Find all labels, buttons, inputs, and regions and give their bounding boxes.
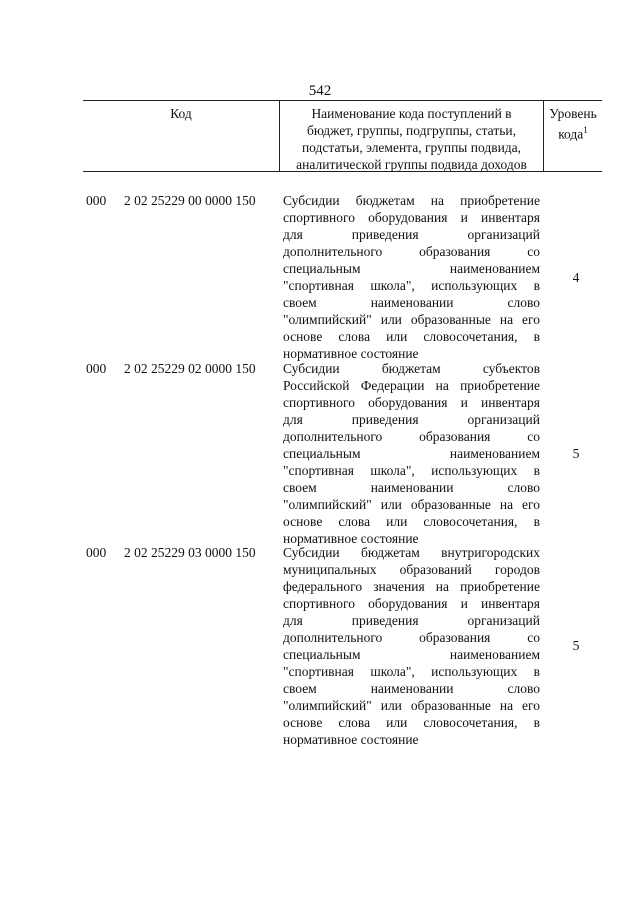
row-name-line: Субсидии бюджетам внутригородских [283,545,540,560]
header-level-text: кода [558,126,584,142]
header-level [544,101,602,171]
row-name-line: "олимпийский" или образованные на его [283,497,540,512]
row-name-line: для приведения организаций [283,613,540,628]
row-admin-code: 000 [86,193,107,208]
page-number: 542 [308,83,332,99]
row-name-line: основе слова или словосочетания, в [283,715,540,730]
row-admin-code: 000 [86,361,107,376]
row-name-line: своем наименовании слово [283,480,540,495]
row-name-line: для приведения организаций [283,227,540,242]
row-name-line: "олимпийский" или образованные на его [283,698,540,713]
header-code: Код [83,101,280,171]
row-name-line: дополнительного образования со [283,244,540,259]
header-level-line: Уровень [549,106,597,121]
table-header [83,100,602,172]
header-name-line: Наименование кода поступлений в [311,106,512,121]
row-level: 5 [572,638,580,653]
row-name-line: основе слова или словосочетания, в [283,514,540,529]
row-name-line: Субсидии бюджетам субъектов [283,361,540,376]
row-level: 4 [572,270,580,285]
row-name-line: дополнительного образования со [283,630,540,645]
row-name-line: "спортивная школа", использующих в [283,463,540,478]
row-name-line: специальным наименованием [283,647,540,662]
header-name [280,101,544,171]
row-name-line: спортивного оборудования и инвентаря [283,210,540,225]
row-name-line: спортивного оборудования и инвентаря [283,395,540,410]
row-name-line: "спортивная школа", использующих в [283,664,540,679]
row-name-line: специальным наименованием [283,261,540,276]
header-name-line: бюджет, группы, подгруппы, статьи, [307,123,516,138]
row-name-line: спортивного оборудования и инвентаря [283,596,540,611]
row-name-line: "олимпийский" или образованные на его [283,312,540,327]
row-name-line: дополнительного образования со [283,429,540,444]
row-name [283,192,540,362]
row-revenue-code: 2 02 25229 02 0000 150 [124,361,256,376]
row-name [283,544,540,748]
row-admin-code: 000 [86,545,107,560]
row-name-line: своем наименовании слово [283,295,540,310]
row-name-line: нормативное состояние [283,346,419,361]
row-name-line: Субсидии бюджетам на приобретение [283,193,540,208]
header-level-line [544,122,602,143]
row-revenue-code: 2 02 25229 03 0000 150 [124,545,256,560]
row-name-line: муниципальных образований городов [283,562,540,577]
header-name-line: подстатьи, элемента, группы подвида, [301,140,522,155]
footnote-marker: 1 [583,125,588,135]
row-name [283,360,540,547]
row-name-line: Российской Федерации на приобретение [283,378,540,393]
row-name-line: "спортивная школа", использующих в [283,278,540,293]
row-name-line: нормативное состояние [283,732,419,747]
row-name-line: нормативное состояние [283,531,419,546]
header-name-line: аналитической группы подвида доходов [296,157,527,172]
row-name-line: основе слова или словосочетания, в [283,329,540,344]
row-name-line: своем наименовании слово [283,681,540,696]
row-level: 5 [572,446,580,461]
row-name-line: для приведения организаций [283,412,540,427]
row-revenue-code: 2 02 25229 00 0000 150 [124,193,256,208]
row-name-line: федерального значения на приобретение [283,579,540,594]
row-name-line: специальным наименованием [283,446,540,461]
